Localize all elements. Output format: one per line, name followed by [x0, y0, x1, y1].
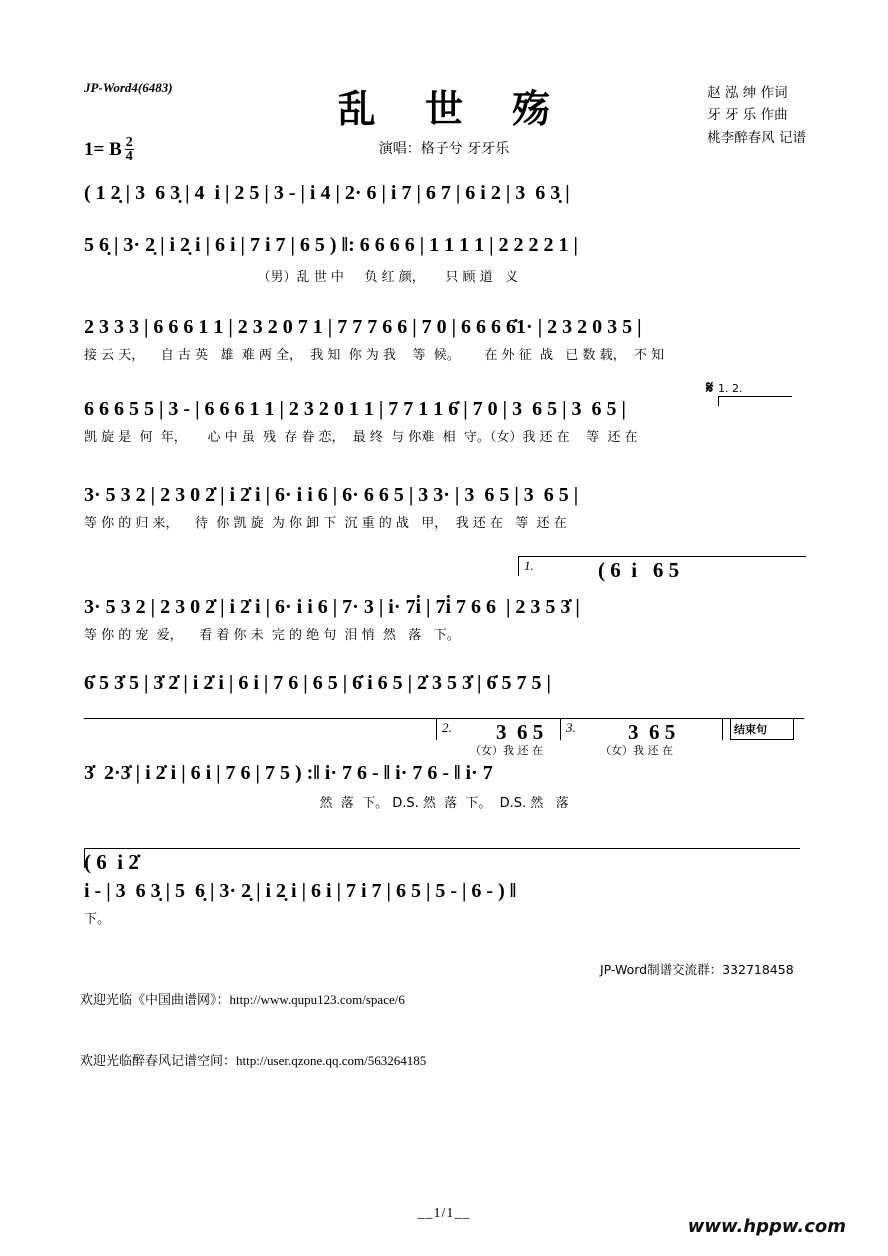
score-line-1	[0, 182, 888, 236]
credits	[707, 82, 806, 149]
notes-line-7: 6̇ 5 3̇ 5 | 3̇ 2̇ | i 2̇ i | 6 i | 7 6 | 6 5 | 6̇ i 6 5 | 2̇ 3 5 3̇ | 6̇ 5 7 5 |	[84, 672, 551, 694]
notes-line-2: 5 6̣ | 3· 2̣ | i 2̣ i | 6 i | 7 i 7 | 6 5 ) ‖: 6 6 6 6 | 1 1 1 1 | 2 2 2 2 1 |	[84, 234, 578, 256]
time-signature	[125, 136, 134, 164]
document-id: JP-Word4(6483)	[84, 80, 173, 95]
lyrics-line-9: 下。	[84, 912, 111, 927]
notes-line-8: 3̇ 2·3̇ | i 2̇ i | 6 i | 7 6 | 7 5 ) :‖ i· 7 6 - ‖ i· 7 6 - ‖ i· 7	[84, 762, 493, 784]
score-line-3	[0, 316, 888, 370]
coda-pickup-notes: ( 6 i 2̇	[84, 850, 139, 874]
score-line-4	[0, 378, 888, 452]
lyrics-line-8: 然 落 下。 D.S. 然 落 下。 D.S. 然 落	[84, 796, 569, 811]
footer-link-qzone[interactable]: 欢迎光临醉春风记谱空间：http://user.qzone.qq.com/563264185	[80, 1052, 427, 1068]
time-signature-numerator: 2	[125, 135, 133, 150]
score-line-6	[0, 596, 888, 650]
final-phrase-label: 结束句	[734, 723, 767, 736]
female-mark-2: （女）我 还 在	[600, 744, 673, 757]
notes-line-4: 6 6 6 5 5 | 3 - | 6 6 6 1 1 | 2 3 2 0 1 1 | 7 7 1 1 6̇ | 7 0 | 3 6 5 | 3 6 5 |	[84, 398, 626, 420]
lyrics-line-6: 等 你 的 宠 爱， 看 着 你 未 完 的 绝 句 泪 悄 然 落 下。	[84, 628, 460, 643]
segno-icon: 𝄋	[706, 378, 714, 397]
footer-links	[80, 950, 426, 1111]
ending-1-label: 1.	[524, 558, 534, 573]
lyrics-line-3: 接 云 天， 自 古 英 雄 难 两 全， 我 知 你 为 我 等 候。 在 外 征 战 已 数 载， 不 知	[84, 348, 665, 363]
notes-line-3: 2 3 3 3 | 6 6 6 1 1 | 2 3 2 0 7 1 | 7 7 7 6 6 | 7 0 | 6 6 6 6̇1· | 2 3 2 0 3 5 |	[84, 316, 642, 338]
notes-line-1: ( 1 2̣ | 3 6 3̣ | 4 i | 2 5 | 3 - | i 4 | 2· 6 | i 7 | 6 7 | 6 i 2 | 3 6 3̣ |	[84, 182, 570, 204]
lyrics-line-2: （男）乱 世 中 负 红 颜， 只 顾 道 义	[84, 270, 519, 285]
page-title: 乱 世 殇	[337, 87, 569, 131]
key-signature	[84, 136, 134, 164]
ending-2-notes: 3 6 5	[496, 720, 544, 744]
credit-lyricist: 赵 泓 绅 作词	[707, 85, 788, 101]
key-signature-text: 1= B	[84, 138, 122, 160]
ending-1-notes: ( 6 i 6 5	[598, 558, 680, 582]
score-line-9	[0, 880, 888, 934]
score-line-2	[0, 234, 888, 288]
notes-line-9: i - | 3 6 3̣ | 5 6̣ | 3· 2̣ | i 2̣ i | 6 i | 7 i 7 | 6 5 | 5 - | 6 - ) ‖	[84, 880, 517, 902]
page-number: __1/1__	[417, 1206, 471, 1221]
footer-group-info: JP-Word制谱交流群：332718458	[600, 962, 794, 977]
ending-3-label: 3.	[566, 720, 576, 735]
ending-2-label: 2.	[442, 720, 452, 735]
credit-notator: 桃李醉春风 记谱	[707, 129, 806, 146]
ending-3-notes: 3 6 5	[628, 720, 676, 744]
segno-ending-label: 1. 2.	[718, 382, 743, 395]
singer-line: 演唱：格子兮 牙牙乐	[378, 141, 510, 157]
watermark: www.hppw.com	[687, 1216, 846, 1237]
female-mark-1: （女）我 还 在	[470, 744, 543, 757]
time-signature-denominator: 4	[125, 149, 133, 165]
lyrics-line-4: 凯 旋 是 何 年， 心 中 虽 残 存 眷 恋， 最 终 与 你难 相 守。（女）我 还 在 等 还 在	[84, 430, 638, 445]
notes-line-6: 3· 5 3 2 | 2 3 0 2̇ | i 2̇ i | 6· i i 6 | 7· 3 | i· 7i̇ | 7i̇ 7 6 6 | 2 3 5 3̇ |	[84, 596, 580, 618]
score-line-8	[0, 762, 888, 816]
credit-composer: 牙 牙 乐 作曲	[707, 107, 788, 124]
notes-line-5: 3· 5 3 2 | 2 3 0 2̇ | i 2̇ i | 6· i i 6 | 6· 6 6 5 | 3 3· | 3 6 5 | 3 6 5 |	[84, 484, 579, 506]
lyrics-line-5: 等 你 的 归 来， 待 你 凯 旋 为 你 卸 下 沉 重 的 战 甲， 我 还 在 等 还 在	[84, 516, 567, 531]
score-line-5	[0, 484, 888, 538]
footer-link-qupu[interactable]: 欢迎光临《中国曲谱网》：http://www.qupu123.com/space/6	[80, 992, 405, 1008]
